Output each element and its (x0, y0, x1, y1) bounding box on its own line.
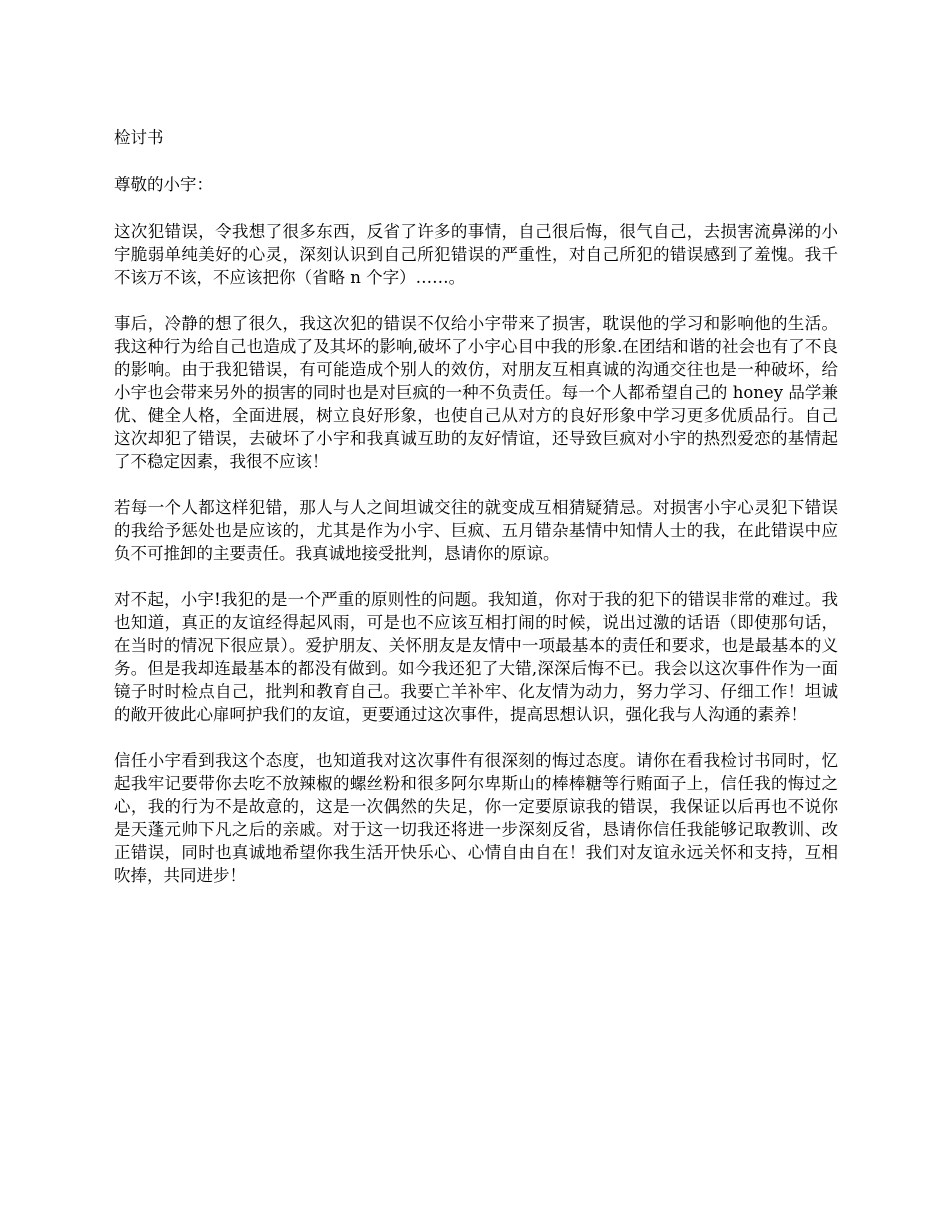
paragraph-3: 若每一个人都这样犯错，那人与人之间坦诚交往的就变成互相猜疑猜忌。对损害小宇心灵犯下错误的我给予惩处也是应该的，尤其是作为小宇、巨疯、五月错杂基情中知情人士的我，在此错误中应负不可推卸的主要责任。我真诚地接受批判，恳请你的原谅。 (114, 498, 838, 563)
paragraph-4: 对不起，小宇!我犯的是一个严重的原则性的问题。我知道，你对于我的犯下的错误非常的难过。我也知道，真正的友谊经得起风雨，可是也不应该互相打闹的时候，说出过激的话语（即使那句话，在当时的情况下很应景）。爱护朋友、关怀朋友是友情中一项最基本的责任和要求，也是最基本的义务。但是我却连最基本的都没有做到。如今我还犯了大错,深深后悔不已。我会以这次事件作为一面镜子时时检点自己，批判和教育自己。我要亡羊补牢、化友情为动力，努力学习、仔细工作！坦诚的敞开彼此心扉呵护我们的友谊，更要通过这次事件，提高思想认识，强化我与人沟通的素养！ (114, 590, 838, 724)
document-title: 检讨书 (114, 128, 164, 147)
paragraph-2: 事后，冷静的想了很久，我这次犯的错误不仅给小宇带来了损害，耽误他的学习和影响他的生活。我这种行为给自己也造成了及其坏的影响,破坏了小宇心目中我的形象.在团结和谐的社会也有了不良的影响。由于我犯错误，有可能造成个别人的效仿，对朋友互相真诚的沟通交往也是一种破坏，给小宇也会带来另外的损害的同时也是对巨疯的一种不负责任。每一个人都希望自己的 honey 品学兼优、健全人格，全面进展，树立良好形象，也使自己从对方的良好形象中学习更多优质品行。自己这次却犯了错误，去破坏了小宇和我真诚互助的友好情谊，还导致巨疯对小宇的热烈爱恋的基情起了不稳定因素，我很不应该！ (114, 314, 838, 471)
paragraph-1: 这次犯错误，令我想了很多东西，反省了许多的事情，自己很后悔，很气自己，去损害流鼻涕的小宇脆弱单纯美好的心灵，深刻认识到自己所犯错误的严重性，对自己所犯的错误感到了羞愧。我千不该万不该，不应该把你（省略 n 个字）……。 (114, 222, 838, 287)
document-page (114, 126, 838, 910)
paragraph-5: 信任小宇看到我这个态度，也知道我对这次事件有很深刻的悔过态度。请你在看我检讨书同时，忆起我牢记要带你去吃不放辣椒的螺丝粉和很多阿尔卑斯山的棒棒糖等行贿面子上，信任我的悔过之心，我的行为不是故意的，这是一次偶然的失足，你一定要原谅我的错误，我保证以后再也不说你是天蓬元帅下凡之后的亲戚。对于这一切我还将进一步深刻反省，恳请你信任我能够记取教训、改正错误，同时也真诚地希望你我生活开快乐心、心情自由自在！我们对友谊永远关怀和支持，互相吹捧，共同进步！ (114, 751, 838, 885)
salutation: 尊敬的小宇： (114, 175, 213, 194)
